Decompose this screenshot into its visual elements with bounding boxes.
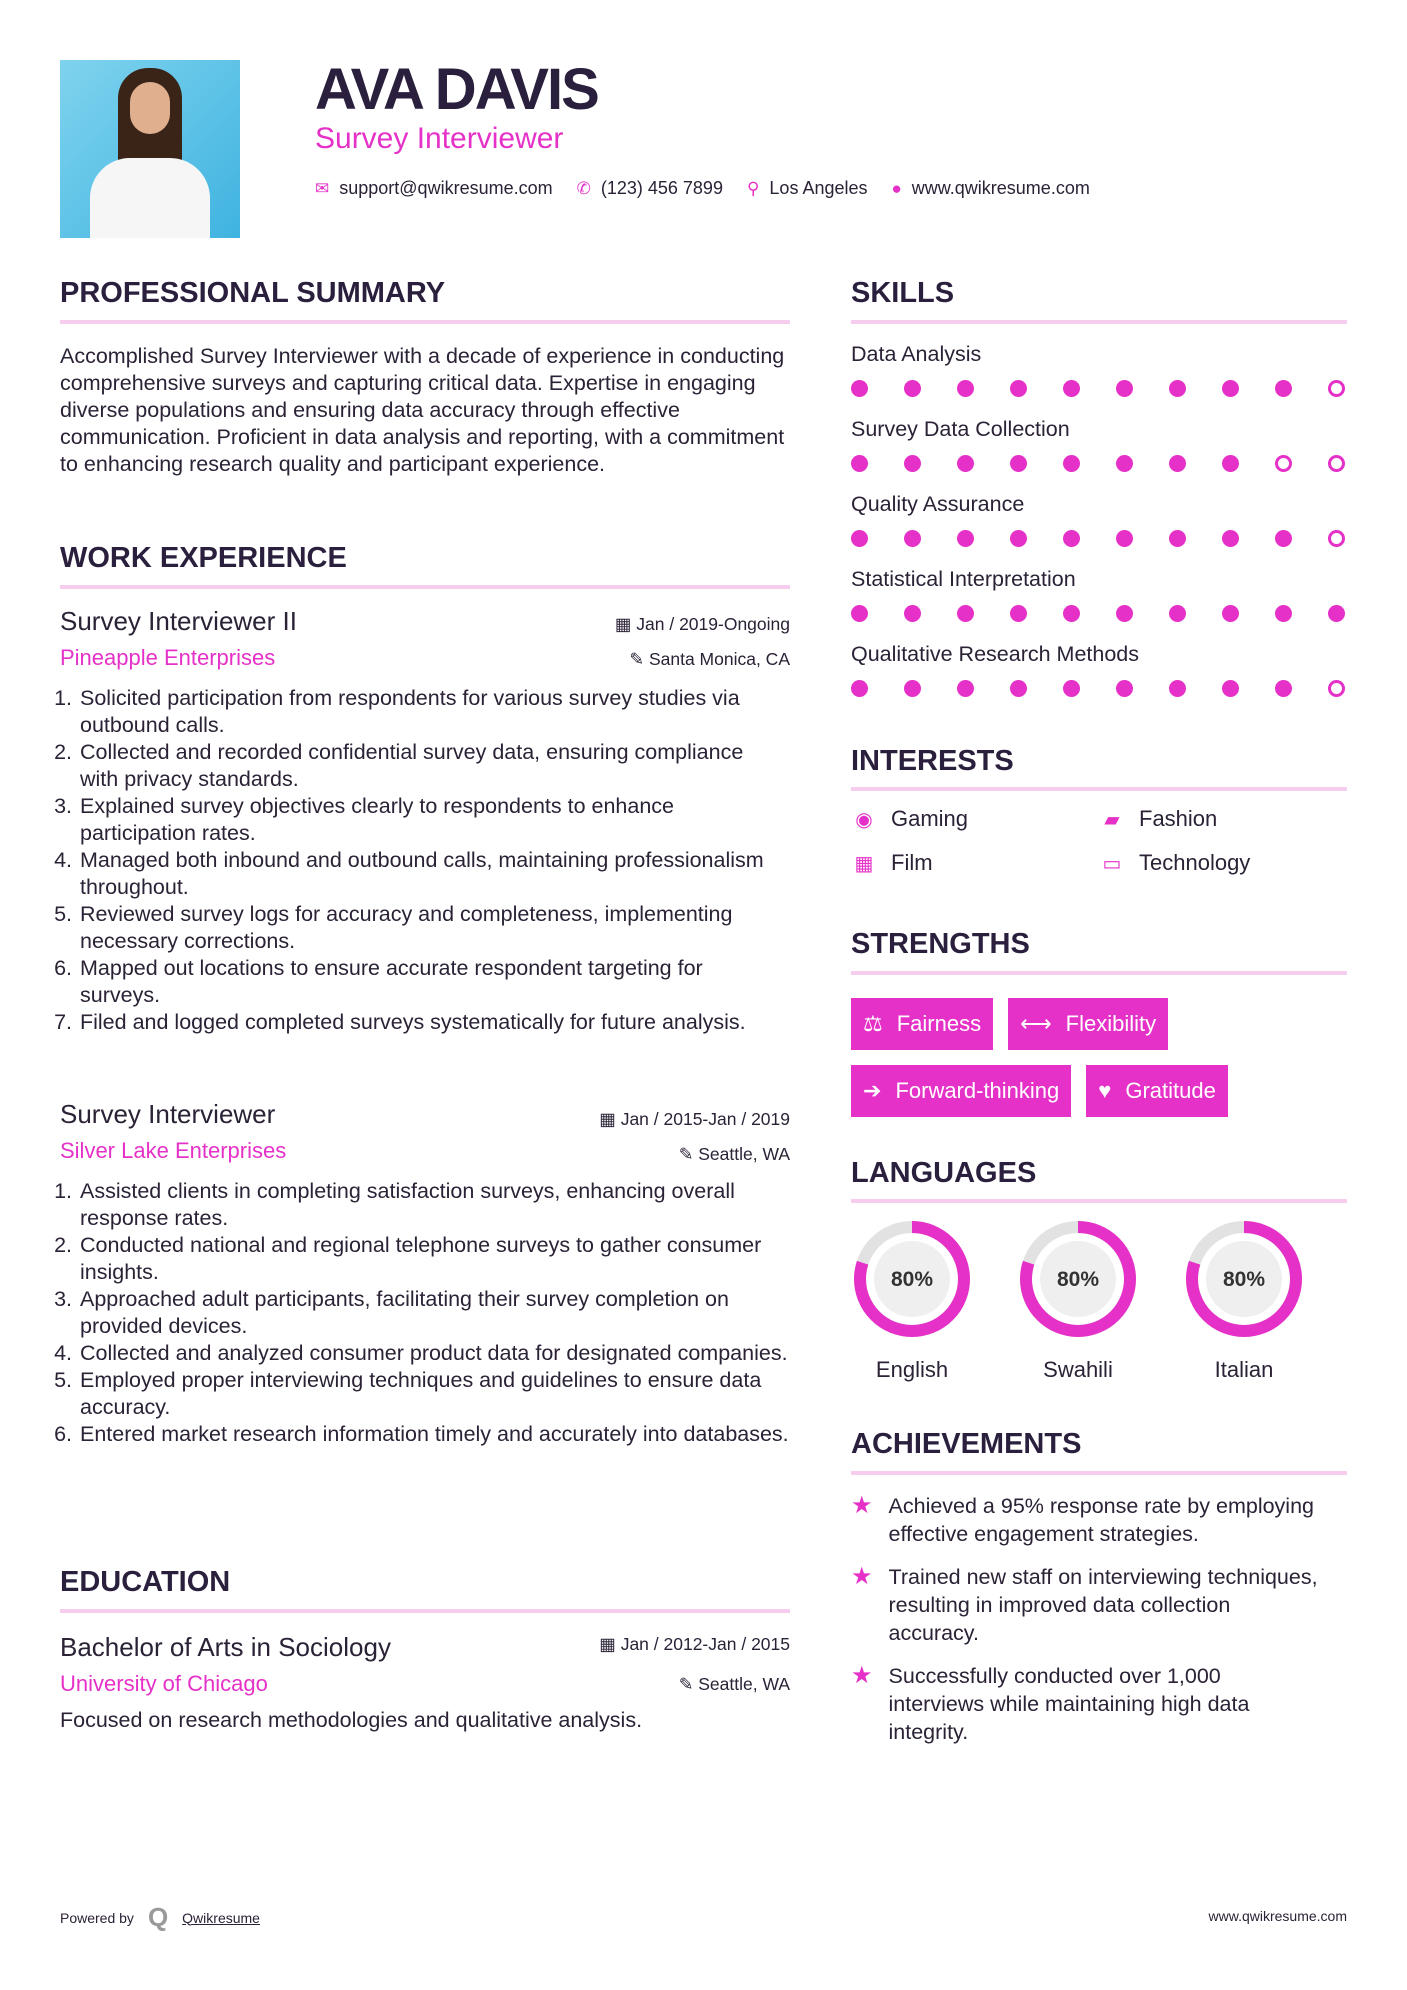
language-percent: 80% — [1056, 1268, 1100, 1291]
rating-dot — [1328, 380, 1345, 397]
rating-dot — [851, 680, 868, 697]
rating-dot — [1328, 605, 1345, 622]
list-item: 3. Explained survey objectives clearly to respondents to enhance participation rates. — [78, 793, 780, 847]
rating-dot — [851, 605, 868, 622]
email[interactable]: support@qwikresume.com — [339, 178, 553, 198]
skill-name: Survey Data Collection — [851, 417, 1070, 441]
dates-text: Jan / 2019-Ongoing — [636, 614, 790, 634]
rating-dot — [1222, 380, 1239, 397]
strength-tag — [1086, 1065, 1228, 1117]
achievement-item — [851, 1662, 1321, 1746]
rating-dot — [904, 605, 921, 622]
rating-dot — [1063, 455, 1080, 472]
rating-dot — [957, 380, 974, 397]
globe-icon: ● — [891, 178, 902, 198]
achievement-text: Trained new staff on interviewing techniques, resulting in improved data collection accuracy. — [888, 1565, 1318, 1645]
interest-item — [851, 806, 1099, 832]
divider — [851, 1471, 1347, 1475]
rating-dot — [1010, 605, 1027, 622]
language-name: Italian — [1214, 1357, 1274, 1382]
location-text: Seattle, WA — [698, 1674, 790, 1694]
balance-scale-icon: ⚖ — [863, 1011, 883, 1036]
language-name: English — [875, 1357, 949, 1382]
skills-list — [851, 342, 1347, 717]
divider — [60, 320, 790, 324]
arrows-horizontal-icon: ⟷ — [1020, 1011, 1052, 1036]
strength-tag — [851, 998, 993, 1050]
list-item: 4. Collected and analyzed consumer product data for designated companies. — [78, 1340, 790, 1367]
language-item — [851, 1218, 973, 1383]
divider — [851, 320, 1347, 324]
skill-item — [851, 417, 1347, 472]
language-percent: 80% — [1222, 1268, 1266, 1291]
rating-dot — [1169, 680, 1186, 697]
rating-dot — [1116, 605, 1133, 622]
star-icon: ★ — [851, 1662, 873, 1689]
arrow-right-icon: ➔ — [863, 1078, 882, 1103]
rating-dot — [1116, 680, 1133, 697]
summary-text: Accomplished Survey Interviewer with a decade of experience in conducting comprehensive surveys and capturing critical data. Expertise in engaging diverse populations and ensuring data accuracy through effective communication. Proficient in data analysis and reporting, with a commitment to enhancing research quality and participant experience. — [60, 344, 785, 476]
school: University of Chicago — [60, 1671, 268, 1696]
job-entry-company: Pineapple Enterprises — [60, 645, 276, 670]
rating-dot — [904, 455, 921, 472]
rating-dot — [957, 455, 974, 472]
job-entry — [60, 1099, 790, 1448]
star-icon: ★ — [851, 1492, 873, 1519]
rating-dot — [1275, 680, 1292, 697]
calendar-icon: ▦ — [614, 614, 637, 634]
strength-label: Gratitude — [1125, 1078, 1216, 1103]
languages-heading: LANGUAGES — [851, 1157, 1037, 1189]
experience-heading: WORK EXPERIENCE — [60, 542, 347, 574]
rating-dot — [851, 530, 868, 547]
rating-dot — [1116, 455, 1133, 472]
rating-dot — [1275, 380, 1292, 397]
strengths-list — [851, 998, 1291, 1117]
interests-list — [851, 806, 1347, 876]
education-entry — [60, 1632, 790, 1734]
pin-icon: ✎ — [678, 1674, 699, 1694]
profile-photo — [60, 60, 240, 238]
achievements-list — [851, 1492, 1321, 1746]
rating-dot — [1275, 455, 1292, 472]
education-location — [679, 1674, 790, 1695]
education-dates — [599, 1634, 790, 1655]
pin-icon: ✎ — [678, 1144, 699, 1164]
rating-dot — [1063, 530, 1080, 547]
list-item: 7. Filed and logged completed surveys systematically for future analysis. — [78, 1009, 780, 1036]
interest-label: Gaming — [891, 806, 969, 831]
dates-text: Jan / 2012-Jan / 2015 — [620, 1634, 790, 1654]
qwikresume-logo-icon: Q — [147, 1902, 169, 1932]
contact-bar — [315, 178, 1090, 199]
list-item: 6. Mapped out locations to ensure accurate respondent targeting for surveys. — [78, 955, 780, 1009]
rating-dot — [1010, 380, 1027, 397]
language-name: Swahili — [1043, 1357, 1113, 1382]
rating-dot — [957, 530, 974, 547]
envelope-icon: ✉ — [315, 178, 330, 198]
rating-dot — [1116, 380, 1133, 397]
interests-heading: INTERESTS — [851, 745, 1014, 777]
location: Los Angeles — [769, 178, 868, 198]
rating-dot — [904, 530, 921, 547]
strength-tag — [851, 1065, 1071, 1117]
map-marker-icon: ⚲ — [746, 178, 760, 198]
divider — [851, 787, 1347, 791]
strength-label: Forward-thinking — [895, 1078, 1060, 1103]
skill-rating — [851, 455, 1347, 472]
rating-dot — [1222, 605, 1239, 622]
skill-rating — [851, 380, 1347, 397]
divider — [60, 585, 790, 589]
candidate-name: AVA DAVIS — [315, 57, 598, 122]
summary-heading: PROFESSIONAL SUMMARY — [60, 277, 446, 309]
skill-rating — [851, 680, 1347, 697]
language-item — [1183, 1218, 1305, 1383]
interest-item — [1099, 850, 1347, 876]
list-item: 1. Assisted clients in completing satisfaction surveys, enhancing overall response rates. — [78, 1178, 790, 1232]
brand-link[interactable]: Qwikresume — [182, 1909, 260, 1926]
job-entry-title: Survey Interviewer — [60, 1099, 276, 1129]
strength-tag — [1008, 998, 1168, 1050]
job-bullets — [60, 1178, 790, 1448]
rating-dot — [1169, 605, 1186, 622]
rating-dot — [1169, 530, 1186, 547]
education-heading: EDUCATION — [60, 1566, 231, 1598]
rating-dot — [1275, 605, 1292, 622]
list-item: 2. Conducted national and regional telephone surveys to gather consumer insights. — [78, 1232, 790, 1286]
rating-dot — [1169, 380, 1186, 397]
skill-name: Quality Assurance — [851, 492, 1025, 516]
gamepad-icon: ◉ — [855, 808, 873, 831]
language-progress-ring — [851, 1218, 973, 1340]
interest-label: Fashion — [1139, 806, 1218, 831]
interest-label: Technology — [1139, 850, 1251, 875]
strength-label: Fairness — [896, 1011, 982, 1036]
divider — [851, 971, 1347, 975]
footer-brand — [60, 1902, 260, 1933]
powered-by-text: Powered by — [60, 1909, 134, 1926]
achievement-text: Successfully conducted over 1,000 interviews while maintaining high data integrity. — [888, 1664, 1250, 1744]
list-item: 2. Collected and recorded confidential survey data, ensuring compliance with privacy standards. — [78, 739, 780, 793]
rating-dot — [1169, 455, 1186, 472]
list-item: 4. Managed both inbound and outbound calls, maintaining professionalism throughout. — [78, 847, 780, 901]
skill-name: Data Analysis — [851, 342, 982, 366]
degree: Bachelor of Arts in Sociology — [60, 1632, 391, 1662]
divider — [60, 1609, 790, 1613]
calendar-icon: ▦ — [599, 1634, 621, 1654]
list-item: 1. Solicited participation from respondents for various survey studies via outbound calls. — [78, 685, 780, 739]
skills-heading: SKILLS — [851, 277, 955, 309]
phone: (123) 456 7899 — [600, 178, 723, 198]
skill-item — [851, 642, 1347, 697]
rating-dot — [1010, 455, 1027, 472]
divider — [851, 1199, 1347, 1203]
interest-item — [851, 850, 1099, 876]
rating-dot — [1063, 605, 1080, 622]
job-entry-title: Survey Interviewer II — [60, 606, 297, 636]
list-item: 5. Employed proper interviewing techniques and guidelines to ensure data accuracy. — [78, 1367, 790, 1421]
rating-dot — [1010, 680, 1027, 697]
phone-icon: ✆ — [576, 178, 591, 198]
footer-url[interactable]: www.qwikresume.com — [1208, 1908, 1347, 1924]
skill-rating — [851, 605, 1347, 622]
calendar-icon: ▦ — [599, 1109, 621, 1129]
rating-dot — [1010, 530, 1027, 547]
rating-dot — [1063, 680, 1080, 697]
achievement-item — [851, 1492, 1321, 1548]
rating-dot — [1275, 530, 1292, 547]
shopping-bag-icon: ▰ — [1104, 808, 1120, 831]
job-entry-location — [679, 1144, 790, 1165]
rating-dot — [904, 380, 921, 397]
location-text: Seattle, WA — [698, 1144, 790, 1164]
strengths-heading: STRENGTHS — [851, 928, 1030, 960]
skill-item — [851, 567, 1347, 622]
star-icon: ★ — [851, 1563, 873, 1590]
heart-icon: ♥ — [1098, 1078, 1112, 1103]
education-description: Focused on research methodologies and qualitative analysis. — [60, 1708, 643, 1732]
rating-dot — [1328, 455, 1345, 472]
strength-label: Flexibility — [1065, 1011, 1157, 1036]
achievement-item — [851, 1563, 1321, 1647]
rating-dot — [851, 380, 868, 397]
pin-icon: ✎ — [629, 649, 649, 669]
website[interactable]: www.qwikresume.com — [911, 178, 1090, 198]
language-percent: 80% — [890, 1268, 934, 1291]
film-icon: ▦ — [854, 852, 874, 875]
rating-dot — [1222, 680, 1239, 697]
language-progress-ring — [1017, 1218, 1139, 1340]
achievements-heading: ACHIEVEMENTS — [851, 1428, 1082, 1460]
skill-item — [851, 342, 1347, 397]
rating-dot — [957, 605, 974, 622]
job-entry-company: Silver Lake Enterprises — [60, 1138, 287, 1163]
interest-item — [1099, 806, 1347, 832]
job-title: Survey Interviewer — [315, 122, 564, 155]
skill-rating — [851, 530, 1347, 547]
skill-name: Statistical Interpretation — [851, 567, 1076, 591]
rating-dot — [1116, 530, 1133, 547]
location-text: Santa Monica, CA — [648, 649, 790, 669]
rating-dot — [1222, 455, 1239, 472]
laptop-icon: ▭ — [1102, 852, 1122, 875]
rating-dot — [851, 455, 868, 472]
rating-dot — [1328, 530, 1345, 547]
skill-name: Qualitative Research Methods — [851, 642, 1140, 666]
job-entry-dates — [615, 614, 790, 635]
interest-label: Film — [891, 850, 933, 875]
list-item: 3. Approached adult participants, facilitating their survey completion on provided devices. — [78, 1286, 790, 1340]
language-item — [1017, 1218, 1139, 1383]
rating-dot — [1063, 380, 1080, 397]
job-entry-location — [629, 649, 790, 670]
job-entry-dates — [599, 1109, 790, 1130]
achievement-text: Achieved a 95% response rate by employing effective engagement strategies. — [888, 1494, 1314, 1546]
languages-list — [851, 1218, 1347, 1383]
dates-text: Jan / 2015-Jan / 2019 — [620, 1109, 790, 1129]
rating-dot — [1328, 680, 1345, 697]
list-item: 6. Entered market research information timely and accurately into databases. — [78, 1421, 790, 1448]
rating-dot — [1222, 530, 1239, 547]
rating-dot — [904, 680, 921, 697]
skill-item — [851, 492, 1347, 547]
job-entry — [60, 606, 790, 1036]
language-progress-ring — [1183, 1218, 1305, 1340]
list-item: 5. Reviewed survey logs for accuracy and completeness, implementing necessary corrections. — [78, 901, 780, 955]
job-bullets — [60, 685, 780, 1036]
rating-dot — [957, 680, 974, 697]
